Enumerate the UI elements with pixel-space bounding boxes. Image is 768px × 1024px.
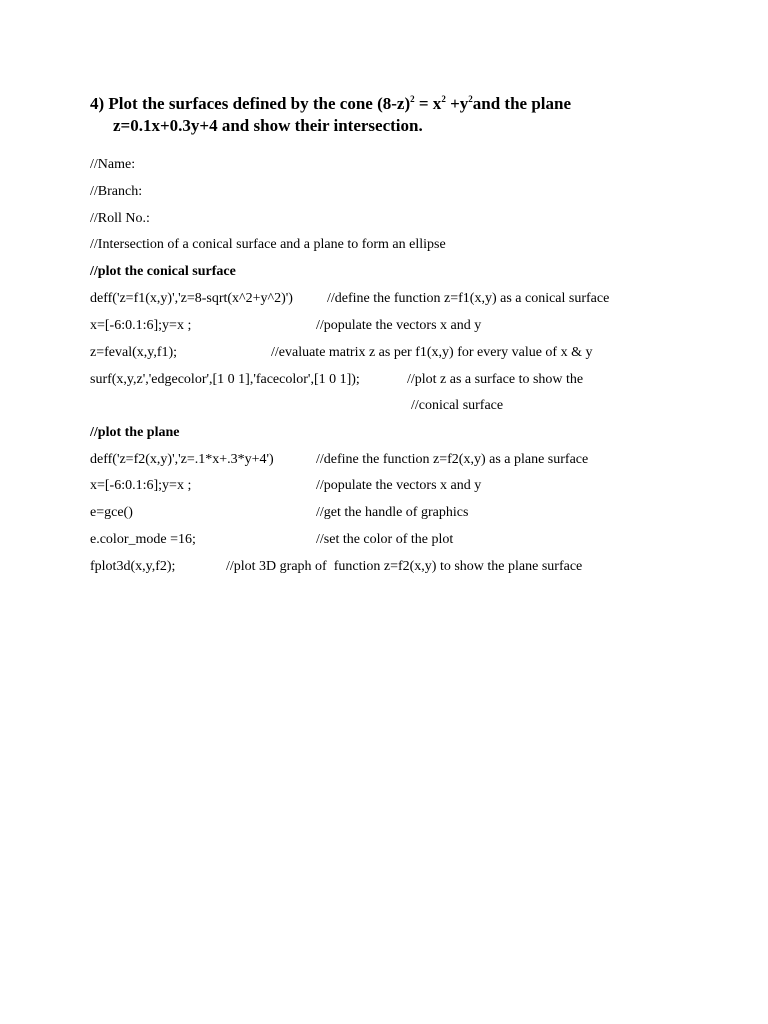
code-comment: //populate the vectors x and y: [316, 478, 482, 493]
code-comment: //evaluate matrix z as per f1(x,y) for every value of x & y: [271, 345, 593, 360]
question-text-part-a: Plot the surfaces defined by the cone (8-z): [108, 94, 411, 113]
roll-number-comment: //Roll No.:: [90, 211, 150, 226]
code-comment-continuation: //conical surface: [411, 398, 504, 413]
code-line: deff('z=f1(x,y)','z=8-sqrt(x^2+y^2)'): [90, 291, 293, 306]
code-line: x=[-6:0.1:6];y=x ;: [90, 478, 192, 493]
code-line: z=feval(x,y,f1);: [90, 345, 178, 360]
code-comment: //plot 3D graph of function z=f2(x,y) to show the plane surface: [226, 559, 583, 574]
branch-comment: //Branch:: [90, 184, 143, 199]
code-line: fplot3d(x,y,f2);: [90, 559, 176, 574]
code-comment: //get the handle of graphics: [316, 505, 469, 520]
code-comment: //define the function z=f2(x,y) as a plane surface: [316, 452, 589, 467]
code-comment: //plot z as a surface to show the: [407, 372, 584, 387]
intro-comment: //Intersection of a conical surface and a plane to form an ellipse: [90, 237, 446, 252]
name-comment: //Name:: [90, 157, 136, 172]
question-heading: [90, 93, 690, 137]
code-comment: //populate the vectors x and y: [316, 318, 482, 333]
code-comment: //define the function z=f1(x,y) as a conical surface: [327, 291, 610, 306]
code-line: deff('z=f2(x,y)','z=.1*x+.3*y+4'): [90, 452, 274, 467]
plane-section-heading: //plot the plane: [90, 425, 180, 440]
question-text-part-b: = x: [414, 94, 442, 113]
code-comment: //set the color of the plot: [316, 532, 454, 547]
code-line: surf(x,y,z','edgecolor',[1 0 1],'facecolor',[1 0 1]);: [90, 372, 360, 387]
question-text-line2: z=0.1x+0.3y+4 and show their intersection.: [113, 116, 423, 135]
cone-section-heading: //plot the conical surface: [90, 264, 236, 279]
question-number: 4): [90, 94, 105, 113]
code-line: e.color_mode =16;: [90, 532, 196, 547]
question-text-part-c: +y: [445, 94, 469, 113]
superscript-exponent: 2: [441, 94, 446, 104]
code-line: x=[-6:0.1:6];y=x ;: [90, 318, 192, 333]
superscript-exponent: 2: [410, 94, 415, 104]
superscript-exponent: 2: [468, 94, 473, 104]
code-line: e=gce(): [90, 505, 133, 520]
question-text-part-d: and the plane: [472, 94, 571, 113]
